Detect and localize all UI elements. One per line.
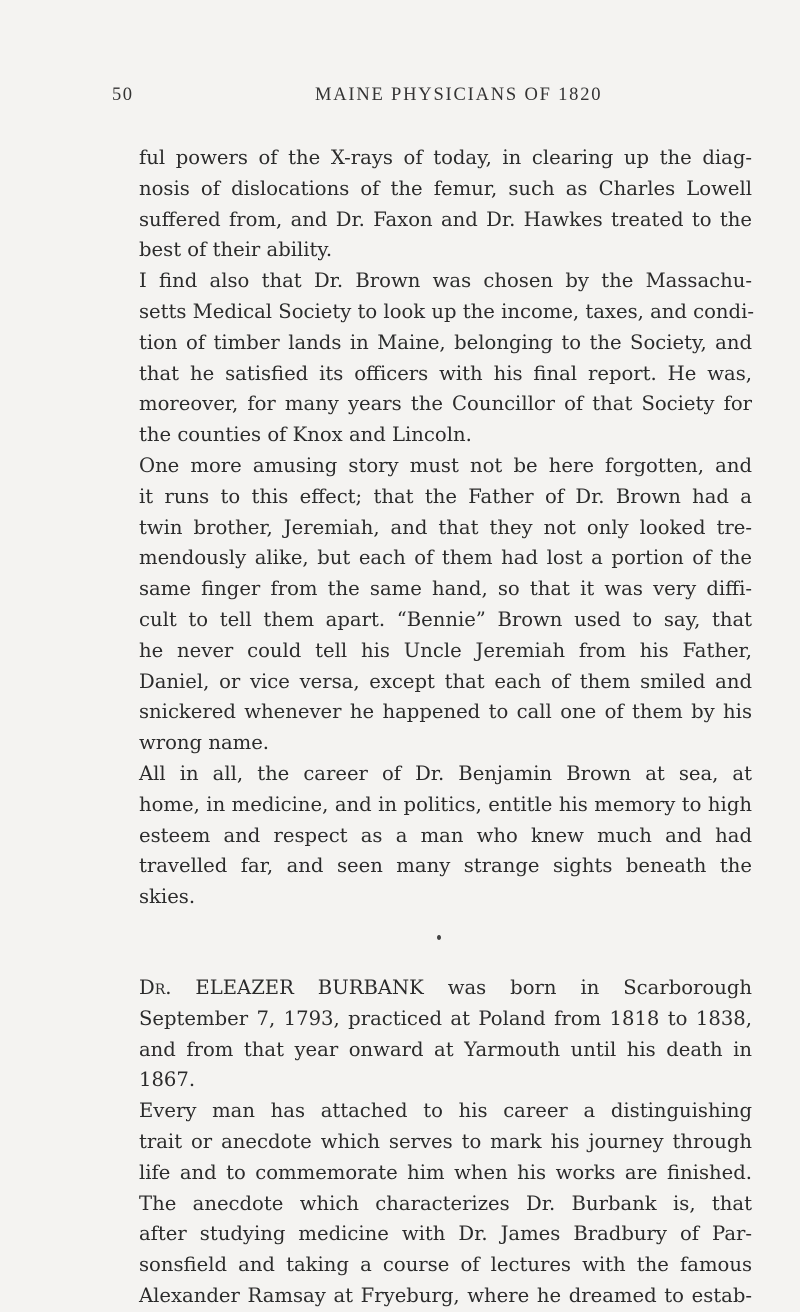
text-line: One more amusing story must not be here forgotten, and: [139, 453, 752, 477]
body-text: [139, 143, 752, 1312]
doctor-name: ELEAZER BURBANK: [195, 975, 424, 999]
text-line: nosis of dislocations of the femur, such as Charles Lowell: [139, 176, 752, 200]
text-line: setts Medical Society to look up the income, taxes, and condi-: [139, 299, 754, 323]
page-number: 50: [112, 85, 134, 105]
section-break: [139, 913, 752, 973]
text-line: 1867.: [139, 1068, 196, 1092]
text-line: twin brother, Jeremiah, and that they not only looked tre-: [139, 515, 752, 539]
text-line: I find also that Dr. Brown was chosen by the Massachu-: [139, 269, 752, 293]
text-line: he never could tell his Uncle Jeremiah from his Father,: [139, 638, 752, 662]
text-line: skies.: [139, 885, 196, 909]
text-line: it runs to this effect; that the Father of Dr. Brown had a: [139, 484, 752, 508]
text-line: wrong name.: [139, 731, 270, 755]
text-line: travelled far, and seen many strange sights beneath the: [139, 854, 752, 878]
text-line: same finger from the same hand, so that it was very diffi-: [139, 577, 752, 601]
text-line: Alexander Ramsay at Fryeburg, where he dreamed to estab-: [139, 1283, 752, 1307]
running-head: [112, 85, 752, 115]
text-line: best of their ability.: [139, 238, 333, 262]
text-line: and from that year onward at Yarmouth until his death in: [139, 1037, 752, 1061]
text-line: that he satisfied its officers with his final report. He was,: [139, 361, 752, 385]
text-line: home, in medicine, and in politics, entitle his memory to high: [139, 792, 752, 816]
text-line: life and to commemorate him when his works are finished.: [139, 1160, 752, 1184]
text-line: snickered whenever he happened to call one of them by his: [139, 700, 752, 724]
section-break-dot: [437, 935, 441, 940]
text-line: mendously alike, but each of them had lost a portion of the: [139, 546, 752, 570]
text-line: sonsfield and taking a course of lectures with the famous: [139, 1253, 752, 1277]
text-line: trait or anecdote which serves to mark his journey through: [139, 1129, 752, 1153]
doctor-title: Dr.: [139, 975, 172, 999]
text-line: All in all, the career of Dr. Benjamin Brown at sea, at: [139, 761, 752, 785]
text-line: The anecdote which characterizes Dr. Burbank is, that: [139, 1191, 752, 1215]
running-title: MAINE PHYSICIANS OF 1820: [315, 85, 603, 105]
text-line: cult to tell them apart. “Bennie” Brown used to say, that: [139, 607, 752, 631]
opening-line-rest: was born in Scarborough: [423, 975, 752, 999]
text-line: moreover, for many years the Councillor of that Society for: [139, 392, 752, 416]
section-opening-line: [139, 973, 752, 1004]
text-line: September 7, 1793, practiced at Poland from 1818 to 1838,: [139, 1006, 752, 1030]
text-line: the counties of Knox and Lincoln.: [139, 423, 472, 447]
text-line: tion of timber lands in Maine, belonging to the Society, and: [139, 330, 752, 354]
text-line: esteem and respect as a man who knew much and had: [139, 823, 752, 847]
text-line: Daniel, or vice versa, except that each of them smiled and: [139, 669, 752, 693]
text-line: suffered from, and Dr. Faxon and Dr. Hawkes treated to the: [139, 207, 752, 231]
text-line: Every man has attached to his career a distinguishing: [139, 1099, 752, 1123]
text-line: after studying medicine with Dr. James Bradbury of Par-: [139, 1222, 752, 1246]
text-line: ful powers of the X-rays of today, in clearing up the diag-: [139, 146, 752, 169]
